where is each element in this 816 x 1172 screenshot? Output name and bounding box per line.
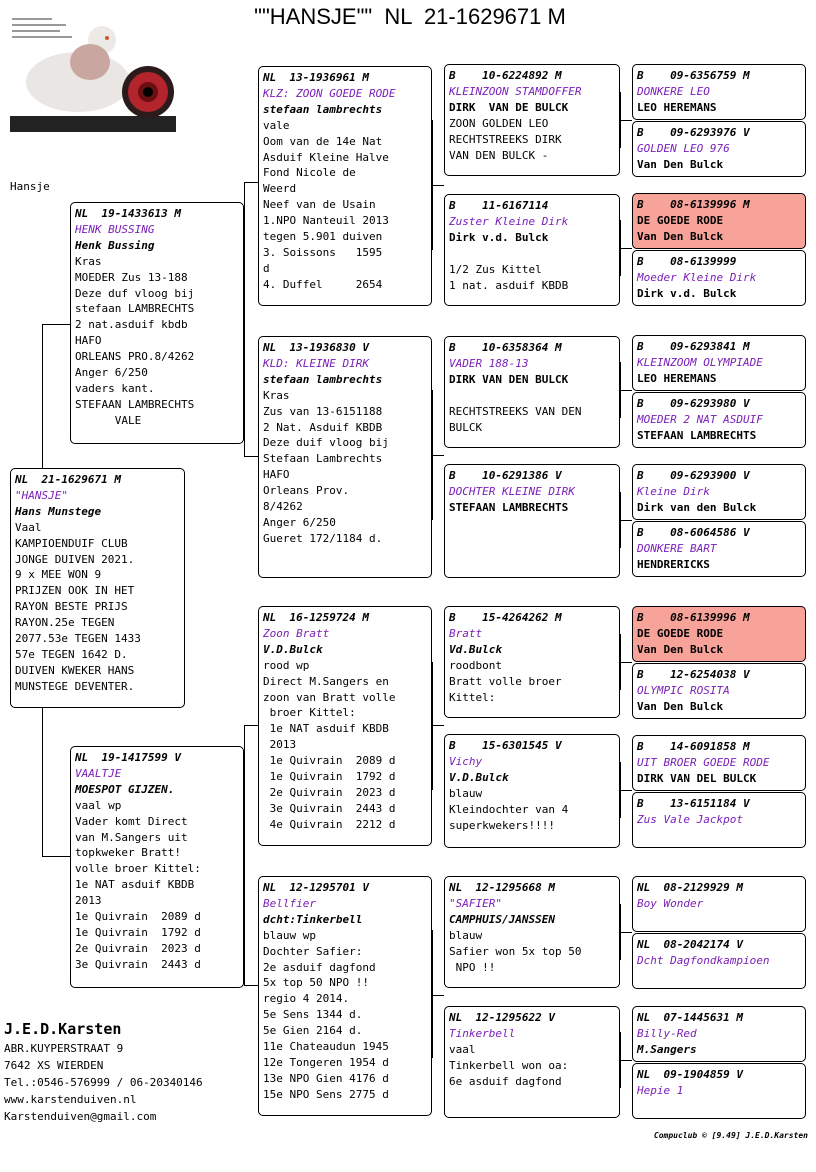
ring-number: B 11-6167114 bbox=[449, 199, 549, 212]
pedigree-card-gggen-4[interactable] bbox=[632, 250, 806, 306]
bird-name: Bellfier bbox=[263, 896, 316, 910]
bird-note-line: 1e Quivrain 2089 d bbox=[75, 910, 201, 924]
bird-note-line: Stefaan Lambrechts bbox=[263, 452, 383, 466]
bird-name: VADER 188-13 bbox=[449, 356, 529, 370]
bird-name: DOCHTER KLEINE DIRK bbox=[449, 484, 575, 498]
connector bbox=[244, 182, 245, 456]
bird-note-line: 1e Quivrain 1792 d bbox=[263, 770, 396, 784]
connector bbox=[432, 725, 444, 726]
bird-note-line: vaal wp bbox=[75, 798, 122, 812]
bird-note-line: roodbont bbox=[449, 658, 502, 672]
owner-name: DIRK VAN DEL BULCK bbox=[637, 771, 757, 785]
bird-name: Bratt bbox=[449, 626, 483, 640]
bird-note-line: PRIJZEN OOK IN HET bbox=[15, 584, 135, 598]
owner-name: V.D.Bulck bbox=[449, 770, 509, 784]
bird-name: "HANSJE" bbox=[15, 488, 68, 502]
pedigree-card-ggen-6[interactable] bbox=[444, 734, 620, 848]
pedigree-card-gggen-15[interactable] bbox=[632, 1006, 806, 1062]
ring-number: NL 16-1259724 M bbox=[263, 611, 369, 624]
pedigree-card-gggen-11[interactable] bbox=[632, 735, 806, 791]
bird-note-line: MUNSTEGE DEVENTER. bbox=[15, 679, 135, 693]
owner-name: Van Den Bulck bbox=[637, 229, 724, 243]
pedigree-card-ggen-1[interactable] bbox=[444, 64, 620, 176]
connector bbox=[620, 390, 632, 391]
connector bbox=[620, 662, 632, 663]
bird-note-line: rood wp bbox=[263, 658, 310, 672]
bird-note-line bbox=[449, 388, 615, 404]
bird-name: Hepie 1 bbox=[637, 1083, 684, 1097]
connector bbox=[620, 248, 632, 249]
pedigree-card-gggen-9[interactable] bbox=[632, 606, 806, 662]
bird-note-line bbox=[449, 246, 615, 262]
bird-note-line: van M.Sangers uit bbox=[75, 830, 188, 844]
bird-note-line: 57e TEGEN 1642 D. bbox=[15, 647, 128, 661]
bird-name: VAALTJE bbox=[75, 766, 122, 780]
bird-note-line: topkweker Bratt! bbox=[75, 846, 181, 860]
bird-note-line: KAMPIOENDUIF CLUB bbox=[15, 536, 128, 550]
bird-note-line: 13e NPO Gien 4176 d bbox=[263, 1071, 389, 1085]
owner-name: Henk Bussing bbox=[75, 238, 155, 252]
bird-note-line: Weerd bbox=[263, 182, 297, 196]
bird-note-line: 1/2 Zus Kittel bbox=[449, 262, 542, 276]
bird-name: KLD: KLEINE DIRK bbox=[263, 356, 369, 370]
bird-note-line: vale bbox=[263, 118, 290, 132]
bird-note-line: 2 Nat. Asduif KBDB bbox=[263, 420, 383, 434]
owner-name: Vd.Bulck bbox=[449, 642, 502, 656]
bird-note-line: Neef van de Usain bbox=[263, 198, 376, 212]
ring-number: B 08-6139996 M bbox=[637, 198, 750, 211]
bird-note-line: broer Kittel: bbox=[263, 706, 356, 720]
bird-note-line: Anger 6/250 bbox=[75, 366, 148, 380]
ring-number: B 09-6293900 V bbox=[637, 469, 750, 482]
bird-note-line: 3e Quivrain 2443 d bbox=[263, 801, 396, 815]
ring-number: NL 19-1433613 M bbox=[75, 207, 181, 220]
bird-note-line: MOEDER Zus 13-188 bbox=[75, 270, 188, 284]
pedigree-card-dam-sire[interactable] bbox=[258, 606, 432, 846]
owner-name: DIRK VAN DEN BULCK bbox=[449, 372, 569, 386]
bird-name: Boy Wonder bbox=[637, 896, 704, 910]
bird-note-line: ZOON GOLDEN LEO bbox=[449, 116, 549, 130]
ring-number: B 14-6091858 M bbox=[637, 740, 750, 753]
bird-note-line: 3. Soissons 1595 bbox=[263, 245, 383, 259]
pedigree-card-gggen-8[interactable] bbox=[632, 521, 806, 577]
pigeon-photo bbox=[10, 12, 176, 132]
bird-note-line: 2e Quivrain 2023 d bbox=[75, 941, 201, 955]
ring-number: NL 12-1295668 M bbox=[449, 881, 555, 894]
bird-note-line: 1e Quivrain 1792 d bbox=[75, 925, 201, 939]
connector bbox=[244, 725, 258, 726]
owner-name: stefaan lambrechts bbox=[263, 372, 383, 386]
pedigree-card-gggen-3[interactable] bbox=[632, 193, 806, 249]
ring-number: NL 08-2042174 V bbox=[637, 938, 743, 951]
bird-name: OLYMPIC ROSITA bbox=[637, 683, 730, 697]
owner-name: LEO HEREMANS bbox=[637, 100, 717, 114]
ring-number: B 09-6293841 M bbox=[637, 340, 750, 353]
bird-note-line: Deze duf vloog bij bbox=[75, 286, 195, 300]
owner-name: Van Den Bulck bbox=[637, 642, 724, 656]
owner-name: Van Den Bulck bbox=[637, 699, 724, 713]
bird-note-line: DUIVEN KWEKER HANS bbox=[15, 663, 135, 677]
bird-note-line: 15e NPO Sens 2775 d bbox=[263, 1087, 389, 1101]
bird-name: Kleine Dirk bbox=[637, 484, 710, 498]
ring-number: B 08-6139999 bbox=[637, 255, 737, 268]
bird-note-line: 1.NPO Nanteuil 2013 bbox=[263, 214, 389, 228]
pedigree-card-ggen-5[interactable] bbox=[444, 606, 620, 718]
pedigree-card-ggen-7[interactable] bbox=[444, 876, 620, 988]
bird-name: MOEDER 2 NAT ASDUIF bbox=[637, 412, 763, 426]
bird-note-line: RECHTSTREEKS DIRK bbox=[449, 132, 562, 146]
ring-number: NL 09-1904859 V bbox=[637, 1068, 743, 1081]
ring-number: NL 21-1629671 M bbox=[15, 473, 121, 486]
ring-number: B 08-6064586 V bbox=[637, 526, 750, 539]
bird-note-line: Direct M.Sangers en bbox=[263, 674, 389, 688]
owner-name: V.D.Bulck bbox=[263, 642, 323, 656]
owner-name: stefaan lambrechts bbox=[263, 102, 383, 116]
owner-name: Van Den Bulck bbox=[637, 157, 724, 171]
pedigree-card-gggen-10[interactable] bbox=[632, 663, 806, 719]
bird-note-line: Vaal bbox=[15, 520, 42, 534]
bird-note-line: 2e asduif dagfond bbox=[263, 960, 376, 974]
bird-note-line: blauw bbox=[449, 786, 483, 800]
connector bbox=[620, 120, 632, 121]
bird-note-line: Deze duif vloog bij bbox=[263, 436, 389, 450]
owner-name: Hans Munstege bbox=[15, 504, 102, 518]
ring-number: NL 19-1417599 V bbox=[75, 751, 181, 764]
bird-note-line: JONGE DUIVEN 2021. bbox=[15, 552, 135, 566]
bird-note-line: Kittel: bbox=[449, 690, 496, 704]
bird-note-line: 2013 bbox=[75, 894, 102, 908]
bird-note-line: regio 4 2014. bbox=[263, 992, 350, 1006]
pedigree-card-dam-dam[interactable] bbox=[258, 876, 432, 1116]
bird-note-line: Fond Nicole de bbox=[263, 166, 356, 180]
breeder-address: ABR.KUYPERSTRAAT 9 bbox=[4, 1042, 124, 1055]
owner-name: DIRK VAN DE BULCK bbox=[449, 100, 569, 114]
bird-note-line: 2 nat.asduif kbdb bbox=[75, 318, 188, 332]
bird-note-line: stefaan LAMBRECHTS bbox=[75, 302, 195, 316]
ring-number: NL 12-1295622 V bbox=[449, 1011, 555, 1024]
bird-name: DE GOEDE RODE bbox=[637, 213, 724, 227]
bird-note-line: ORLEANS PRO.8/4262 bbox=[75, 350, 195, 364]
bird-note-line: 4. Duffel 2654 bbox=[263, 277, 383, 291]
breeder-name: J.E.D.Karsten bbox=[4, 1020, 122, 1038]
bird-note-line: BULCK bbox=[449, 420, 483, 434]
pedigree-card-gggen-2[interactable] bbox=[632, 121, 806, 177]
ring-number: B 10-6358364 M bbox=[449, 341, 562, 354]
connector bbox=[620, 1060, 632, 1061]
bird-name: KLEINZOOM OLYMPIADE bbox=[637, 355, 763, 369]
ring-number: NL 12-1295701 V bbox=[263, 881, 369, 894]
pedigree-card-ggen-3[interactable] bbox=[444, 336, 620, 448]
bird-note-line: volle broer Kittel: bbox=[75, 862, 201, 876]
connector bbox=[620, 790, 632, 791]
bird-note-line: 3e Quivrain 2443 d bbox=[75, 957, 201, 971]
bird-note-line: 1 nat. asduif KBDB bbox=[449, 278, 569, 292]
owner-name: STEFAAN LAMBRECHTS bbox=[449, 500, 569, 514]
connector bbox=[244, 456, 258, 457]
connector bbox=[42, 324, 43, 468]
ring-number: B 15-6301545 V bbox=[449, 739, 562, 752]
bird-name: DONKERE BART bbox=[637, 541, 717, 555]
ring-number: B 09-6356759 M bbox=[637, 69, 750, 82]
bird-note-line: blauw wp bbox=[263, 928, 316, 942]
bird-note-line: 9 x MEE WON 9 bbox=[15, 568, 102, 582]
owner-name: Dirk v.d. Bulck bbox=[449, 230, 549, 244]
connector bbox=[432, 662, 433, 790]
ring-number: B 13-6151184 V bbox=[637, 797, 750, 810]
bird-note-line: Dochter Safier: bbox=[263, 944, 363, 958]
pedigree-card-ggen-8[interactable] bbox=[444, 1006, 620, 1118]
bird-name: Zoon Bratt bbox=[263, 626, 330, 640]
bird-note-line: vaders kant. bbox=[75, 381, 155, 395]
bird-note-line: Tinkerbell won oa: bbox=[449, 1058, 569, 1072]
connector bbox=[42, 856, 70, 857]
bird-note-line: d bbox=[263, 261, 270, 275]
bird-note-line: blauw bbox=[449, 928, 483, 942]
owner-name: LEO HEREMANS bbox=[637, 371, 717, 385]
pedigree-card-gggen-7[interactable] bbox=[632, 464, 806, 520]
ring-number: NL 13-1936961 M bbox=[263, 71, 369, 84]
pedigree-card-gggen-6[interactable] bbox=[632, 392, 806, 448]
connector bbox=[620, 520, 632, 521]
bird-name: Dcht Dagfondkampioen bbox=[637, 953, 770, 967]
connector bbox=[432, 930, 433, 1058]
pedigree-card-gggen-13[interactable] bbox=[632, 876, 806, 932]
bird-note-line: 1e Quivrain 2089 d bbox=[263, 754, 396, 768]
ring-number: B 08-6139996 M bbox=[637, 611, 750, 624]
bird-note-line: NPO !! bbox=[449, 960, 496, 974]
bird-label: Hansje bbox=[10, 180, 50, 193]
bird-note-line: RECHTSTREEKS VAN DEN bbox=[449, 404, 582, 418]
bird-note-line: 5e Gien 2164 d. bbox=[263, 1024, 363, 1038]
bird-note-line: 1e NAT asduif KBDB bbox=[263, 722, 389, 736]
bird-name: Billy-Red bbox=[637, 1026, 697, 1040]
bird-note-line: 2e Quivrain 2023 d bbox=[263, 785, 396, 799]
bird-note-line: 8/4262 bbox=[263, 500, 303, 514]
bird-note-line: tegen 5.901 duiven bbox=[263, 230, 383, 244]
pedigree-card-gggen-12[interactable] bbox=[632, 792, 806, 848]
pedigree-card-subject[interactable] bbox=[10, 468, 185, 708]
bird-note-line: zoon van Bratt volle bbox=[263, 690, 396, 704]
connector bbox=[244, 725, 245, 985]
bird-note-line: Orleans Prov. bbox=[263, 484, 350, 498]
connector bbox=[42, 324, 70, 325]
bird-note-line: Oom van de 14e Nat bbox=[263, 134, 383, 148]
bird-note-line: vaal bbox=[449, 1042, 476, 1056]
bird-name: Zus Vale Jackpot bbox=[637, 812, 743, 826]
ring-number: B 12-6254038 V bbox=[637, 668, 750, 681]
breeder-phone: Tel.:0546-576999 / 06-20340146 bbox=[4, 1076, 203, 1089]
connector bbox=[620, 932, 632, 933]
ring-number: B 10-6224892 M bbox=[449, 69, 562, 82]
pedigree-card-ggen-2[interactable] bbox=[444, 194, 620, 306]
bird-note-line: VAN DEN BULCK - bbox=[449, 148, 549, 162]
bird-note-line: Kras bbox=[75, 254, 102, 268]
bird-name: KLEINZOON STAMDOFFER bbox=[449, 84, 582, 98]
bird-note-line: 5e Sens 1344 d. bbox=[263, 1008, 363, 1022]
ring-number: NL 07-1445631 M bbox=[637, 1011, 743, 1024]
pedigree-card-gggen-14[interactable] bbox=[632, 933, 806, 989]
owner-name: dcht:Tinkerbell bbox=[263, 912, 363, 926]
bird-note-line: HAFO bbox=[263, 468, 290, 482]
pedigree-card-gggen-1[interactable] bbox=[632, 64, 806, 120]
bird-name: Zuster Kleine Dirk bbox=[449, 214, 569, 228]
owner-name: HENDRERICKS bbox=[637, 557, 710, 571]
bird-note-line: Safier won 5x top 50 bbox=[449, 944, 582, 958]
page-title: ""HANSJE"" NL 21-1629671 M bbox=[254, 4, 566, 29]
connector bbox=[42, 708, 43, 856]
pedigree-card-ggen-4[interactable] bbox=[444, 464, 620, 578]
bird-note-line: 4e Quivrain 2212 d bbox=[263, 817, 396, 831]
pedigree-card-gggen-16[interactable] bbox=[632, 1063, 806, 1119]
connector bbox=[432, 995, 444, 996]
breeder-info bbox=[4, 1018, 203, 1125]
bird-name: Vichy bbox=[449, 754, 483, 768]
bird-note-line: RAYON.25e TEGEN bbox=[15, 616, 115, 630]
bird-note-line: Gueret 172/1184 d. bbox=[263, 531, 383, 545]
bird-name: UIT BROER GOEDE RODE bbox=[637, 755, 770, 769]
bird-note-line: VALE bbox=[75, 413, 142, 427]
owner-name: MOESPOT GIJZEN. bbox=[75, 782, 175, 796]
pedigree-card-dam[interactable] bbox=[70, 746, 244, 988]
bird-note-line: 11e Chateaudun 1945 bbox=[263, 1040, 389, 1054]
bird-note-line: RAYON BESTE PRIJS bbox=[15, 600, 128, 614]
owner-name: M.Sangers bbox=[637, 1042, 697, 1056]
bird-note-line: HAFO bbox=[75, 334, 102, 348]
bird-name: Moeder Kleine Dirk bbox=[637, 270, 757, 284]
connector bbox=[432, 185, 444, 186]
bird-note-line: Bratt volle broer bbox=[449, 674, 562, 688]
ring-number: B 10-6291386 V bbox=[449, 469, 562, 482]
bird-note-line: superkwekers!!!! bbox=[449, 818, 555, 832]
bird-note-line: STEFAAN LAMBRECHTS bbox=[75, 397, 195, 411]
owner-name: STEFAAN LAMBRECHTS bbox=[637, 428, 757, 442]
bird-note-line: 5x top 50 NPO !! bbox=[263, 976, 369, 990]
bird-note-line: Asduif Kleine Halve bbox=[263, 150, 389, 164]
ring-number: NL 13-1936830 V bbox=[263, 341, 369, 354]
breeder-city: 7642 XS WIERDEN bbox=[4, 1059, 104, 1072]
bird-name: HENK BUSSING bbox=[75, 222, 155, 236]
connector bbox=[244, 985, 258, 986]
bird-name: KLZ: ZOON GOEDE RODE bbox=[263, 86, 396, 100]
bird-name: Tinkerbell bbox=[449, 1026, 516, 1040]
bird-note-line: Kras bbox=[263, 388, 290, 402]
ring-number: B 09-6293980 V bbox=[637, 397, 750, 410]
bird-note-line: 2077.53e TEGEN 1433 bbox=[15, 632, 141, 646]
bird-name: DE GOEDE RODE bbox=[637, 626, 724, 640]
software-credit: Compuclub © [9.49] J.E.D.Karsten bbox=[653, 1131, 808, 1140]
bird-name: GOLDEN LEO 976 bbox=[637, 141, 730, 155]
owner-name: Dirk van den Bulck bbox=[637, 500, 757, 514]
ring-number: B 15-4264262 M bbox=[449, 611, 562, 624]
connector bbox=[244, 182, 258, 183]
pedigree-card-sire-dam[interactable] bbox=[258, 336, 432, 578]
bird-note-line: Anger 6/250 bbox=[263, 515, 336, 529]
ring-number: B 09-6293976 V bbox=[637, 126, 750, 139]
ring-number: NL 08-2129929 M bbox=[637, 881, 743, 894]
pedigree-card-sire-sire[interactable] bbox=[258, 66, 432, 306]
bird-note-line: 12e Tongeren 1954 d bbox=[263, 1055, 389, 1069]
breeder-email[interactable]: Karstenduiven@gmail.com bbox=[4, 1110, 157, 1123]
breeder-website[interactable]: www.karstenduiven.nl bbox=[4, 1093, 137, 1106]
bird-note-line: Zus van 13-6151188 bbox=[263, 404, 383, 418]
pedigree-card-sire[interactable] bbox=[70, 202, 244, 444]
bird-note-line: 6e asduif dagfond bbox=[449, 1074, 562, 1088]
bird-name: DONKERE LEO bbox=[637, 84, 710, 98]
bird-name: "SAFIER" bbox=[449, 896, 502, 910]
bird-note-line: Kleindochter van 4 bbox=[449, 802, 569, 816]
connector bbox=[432, 455, 444, 456]
bird-note-line: 1e NAT asduif KBDB bbox=[75, 878, 195, 892]
owner-name: Dirk v.d. Bulck bbox=[637, 286, 737, 300]
bird-note-line: Vader komt Direct bbox=[75, 814, 188, 828]
owner-name: CAMPHUIS/JANSSEN bbox=[449, 912, 555, 926]
bird-note-line: 2013 bbox=[263, 738, 297, 752]
pedigree-card-gggen-5[interactable] bbox=[632, 335, 806, 391]
